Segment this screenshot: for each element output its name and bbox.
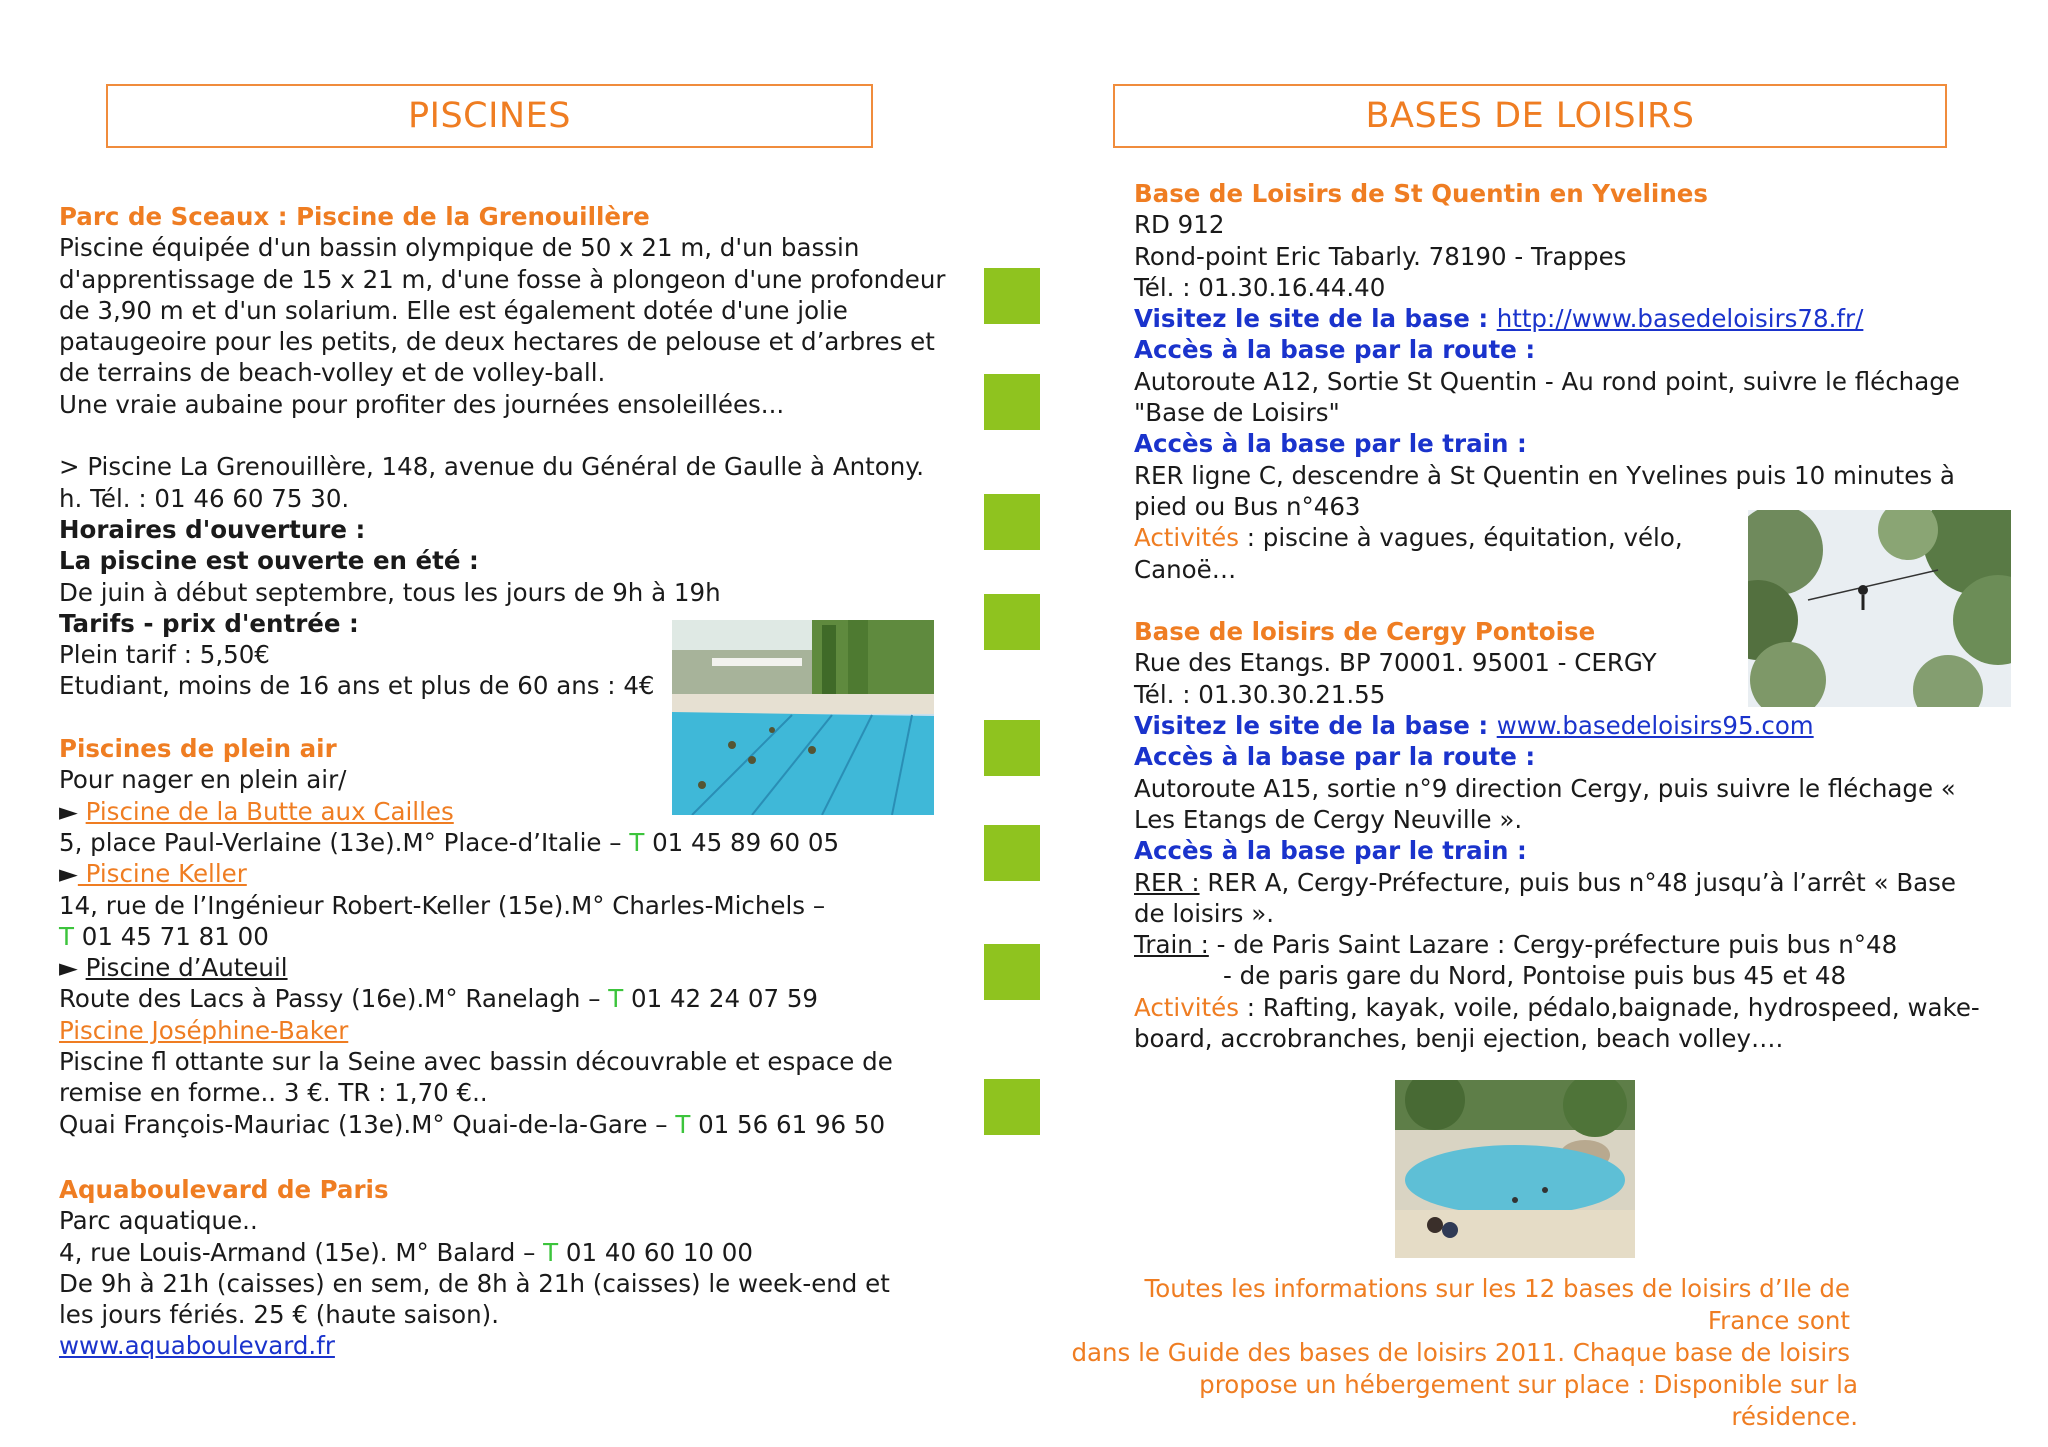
- aqua-title: Aquaboulevard de Paris: [59, 1174, 389, 1204]
- phone-t-label: T: [543, 1237, 559, 1267]
- cergy-rer-label: RER :: [1134, 867, 1200, 897]
- phone-t-label: T: [675, 1109, 691, 1139]
- footer-line: Toutes les informations sur les 12 bases de loisirs d’Ile de France sont: [1144, 1274, 1850, 1335]
- aqua-address: [59, 1237, 945, 1268]
- green-square: [984, 944, 1040, 1000]
- piscines-header-text: PISCINES: [408, 96, 571, 136]
- zipline-photo: [1748, 510, 2011, 707]
- sceaux-line: Une vraie aubaine pour profiter des journées ensoleillées...: [59, 389, 785, 419]
- tarif-full: Plein tarif : 5,50€: [59, 640, 270, 670]
- sceaux-line: pataugeoire pour les petits, de deux hectares de pelouse et d’arbres et: [59, 327, 935, 357]
- sq-route: "Base de Loisirs": [1134, 398, 1340, 428]
- butte-addr-text: 5, place Paul-Verlaine (13e).M° Place-d’Italie –: [59, 827, 630, 857]
- tarifs-title: Tarifs - prix d'entrée :: [59, 608, 359, 638]
- footer-line: propose un hébergement sur place : Disponible sur la résidence.: [1199, 1370, 1858, 1431]
- sceaux-title: Parc de Sceaux : Piscine de la Grenouillère: [59, 202, 650, 231]
- cergy-activities: board, accrobranches, benji ejection, beach volley….: [1134, 1024, 1784, 1054]
- green-square: [984, 268, 1040, 324]
- cergy-address: Rue des Etangs. BP 70001. 95001 - CERGY: [1134, 648, 1657, 678]
- sq-route: Autoroute A12, Sortie St Quentin - Au rond point, suivre le fléchage: [1134, 366, 1960, 396]
- green-square: [984, 374, 1040, 430]
- keller-entry: [59, 858, 945, 889]
- sq-phone: Tél. : 01.30.16.44.40: [1134, 272, 1386, 302]
- sq-activities-label: Activités: [1134, 523, 1239, 553]
- cergy-visit-label: Visitez le site de la base :: [1134, 711, 1497, 741]
- cergy-train: - de Paris Saint Lazare : Cergy-préfecture puis bus n°48: [1208, 930, 1898, 960]
- summer-title: La piscine est ouverte en été :: [59, 546, 479, 576]
- beach-photo: [1395, 1080, 1635, 1258]
- bases-loisirs-header-text: BASES DE LOISIRS: [1365, 96, 1695, 136]
- butte-address: [59, 827, 945, 858]
- sceaux-address: > Piscine La Grenouillère, 148, avenue du Général de Gaulle à Antony.: [59, 452, 925, 482]
- tarif-reduced: Etudiant, moins de 16 ans et plus de 60 ans : 4€: [59, 671, 655, 701]
- cergy-rer: RER A, Cergy-Préfecture, puis bus n°48 jusqu’à l’arrêt « Base: [1199, 867, 1957, 897]
- aqua-phone: 01 40 60 10 00: [558, 1237, 753, 1267]
- footer-line: dans le Guide des bases de loisirs 2011. Chaque base de loisirs: [1071, 1338, 1850, 1367]
- auteuil-phone: 01 42 24 07 59: [623, 984, 819, 1014]
- baker-desc: remise en forme.. 3 €. TR : 1,70 €..: [59, 1078, 488, 1108]
- cergy-route-label: Accès à la base par la route :: [1134, 742, 1536, 772]
- arrow-icon: ►: [59, 953, 78, 983]
- sceaux-line: Piscine équipée d'un bassin olympique de 50 x 21 m, d'un bassin: [59, 233, 860, 263]
- baker-link[interactable]: Piscine Joséphine-Baker: [59, 1015, 349, 1045]
- arrow-icon: ►: [59, 859, 78, 889]
- baker-desc: Piscine fl ottante sur la Seine avec bassin découvrable et espace de: [59, 1047, 893, 1077]
- cergy-activities: : Rafting, kayak, voile, pédalo,baignade, hydrospeed, wake-: [1238, 992, 1980, 1022]
- sq-title: Base de Loisirs de St Quentin en Yvelines: [1134, 179, 1708, 208]
- cergy-phone: Tél. : 01.30.30.21.55: [1134, 679, 1386, 709]
- sq-address: Rond-point Eric Tabarly. 78190 - Trappes: [1134, 241, 1627, 271]
- keller-phone: 01 45 71 81 00: [73, 921, 269, 951]
- footer-note: [1070, 1273, 1940, 1433]
- aqua-link[interactable]: www.aquaboulevard.fr: [59, 1331, 335, 1361]
- sceaux-line: de 3,90 m et d'un solarium. Elle est également dotée d'une jolie: [59, 295, 848, 325]
- green-square: [984, 494, 1040, 550]
- auteuil-link[interactable]: Piscine d’Auteuil: [85, 953, 288, 983]
- auteuil-address: [59, 983, 945, 1014]
- auteuil-entry: [59, 952, 945, 983]
- sceaux-line: d'apprentissage de 15 x 21 m, d'une fosse à plongeon d'une profondeur: [59, 264, 946, 294]
- butte-phone: 01 45 89 60 05: [644, 827, 840, 857]
- aqua-hours: les jours fériés. 25 € (haute saison).: [59, 1300, 500, 1330]
- plein-air-title: Piscines de plein air: [59, 734, 337, 764]
- sceaux-phone: h. Tél. : 01 46 60 75 30.: [59, 483, 350, 513]
- sq-train: RER ligne C, descendre à St Quentin en Yvelines puis 10 minutes à: [1134, 460, 1955, 490]
- bases-loisirs-header: [1113, 84, 1947, 148]
- cergy-route: Les Etangs de Cergy Neuville ».: [1134, 804, 1523, 834]
- summer-text: De juin à début septembre, tous les jours de 9h à 19h: [59, 577, 721, 607]
- auteuil-addr-text: Route des Lacs à Passy (16e).M° Ranelagh –: [59, 984, 609, 1014]
- baker-addr-text: Quai François-Mauriac (13e).M° Quai-de-la-Gare –: [59, 1109, 676, 1139]
- cergy-activities-label: Activités: [1134, 992, 1239, 1022]
- keller-address: 14, rue de l’Ingénieur Robert-Keller (15e).M° Charles-Michels –: [59, 890, 826, 920]
- keller-link[interactable]: Piscine Keller: [77, 859, 247, 889]
- sq-route-label: Accès à la base par la route :: [1134, 335, 1536, 365]
- cergy-title: Base de loisirs de Cergy Pontoise: [1134, 617, 1596, 647]
- piscines-header: [106, 84, 873, 148]
- plein-air-intro: Pour nager en plein air/: [59, 765, 347, 795]
- cergy-route: Autoroute A15, sortie n°9 direction Cergy, puis suivre le fléchage «: [1134, 773, 1956, 803]
- aqua-subtitle: Parc aquatique..: [59, 1206, 258, 1236]
- baker-phone: 01 56 61 96 50: [690, 1109, 886, 1139]
- sq-activities: Canoë…: [1134, 554, 1237, 584]
- sq-road: RD 912: [1134, 210, 1225, 240]
- green-square: [984, 720, 1040, 776]
- cergy-train: - de paris gare du Nord, Pontoise puis bus 45 et 48: [1223, 961, 1847, 991]
- cergy-visit-link[interactable]: www.basedeloisirs95.com: [1496, 711, 1814, 741]
- sq-train: pied ou Bus n°463: [1134, 491, 1361, 521]
- sq-train-label: Accès à la base par le train :: [1134, 429, 1527, 459]
- baker-address: [59, 1109, 945, 1140]
- hours-title: Horaires d'ouverture :: [59, 514, 366, 544]
- sq-visit-link[interactable]: http://www.basedeloisirs78.fr/: [1496, 304, 1864, 334]
- sq-activities: : piscine à vagues, équitation, vélo,: [1238, 523, 1683, 553]
- phone-t-label: T: [629, 827, 645, 857]
- phone-t-label: T: [59, 921, 74, 951]
- butte-link[interactable]: Piscine de la Butte aux Cailles: [85, 796, 454, 826]
- green-square: [984, 825, 1040, 881]
- green-square: [984, 594, 1040, 650]
- cergy-rer: de loisirs ».: [1134, 898, 1274, 928]
- phone-t-label: T: [608, 984, 624, 1014]
- cergy-train-label: Accès à la base par le train :: [1134, 836, 1527, 866]
- aqua-hours: De 9h à 21h (caisses) en sem, de 8h à 21h (caisses) le week-end et: [59, 1268, 890, 1298]
- sq-visit-label: Visitez le site de la base :: [1134, 304, 1497, 334]
- sceaux-line: de terrains de beach-volley et de volley-ball.: [59, 358, 606, 388]
- cergy-train-word: Train :: [1134, 930, 1209, 960]
- pool-photo: [672, 620, 934, 815]
- green-square: [984, 1079, 1040, 1135]
- arrow-icon: ►: [59, 796, 78, 826]
- aqua-addr-text: 4, rue Louis-Armand (15e). M° Balard –: [59, 1237, 544, 1267]
- keller-phone-line: [59, 921, 945, 952]
